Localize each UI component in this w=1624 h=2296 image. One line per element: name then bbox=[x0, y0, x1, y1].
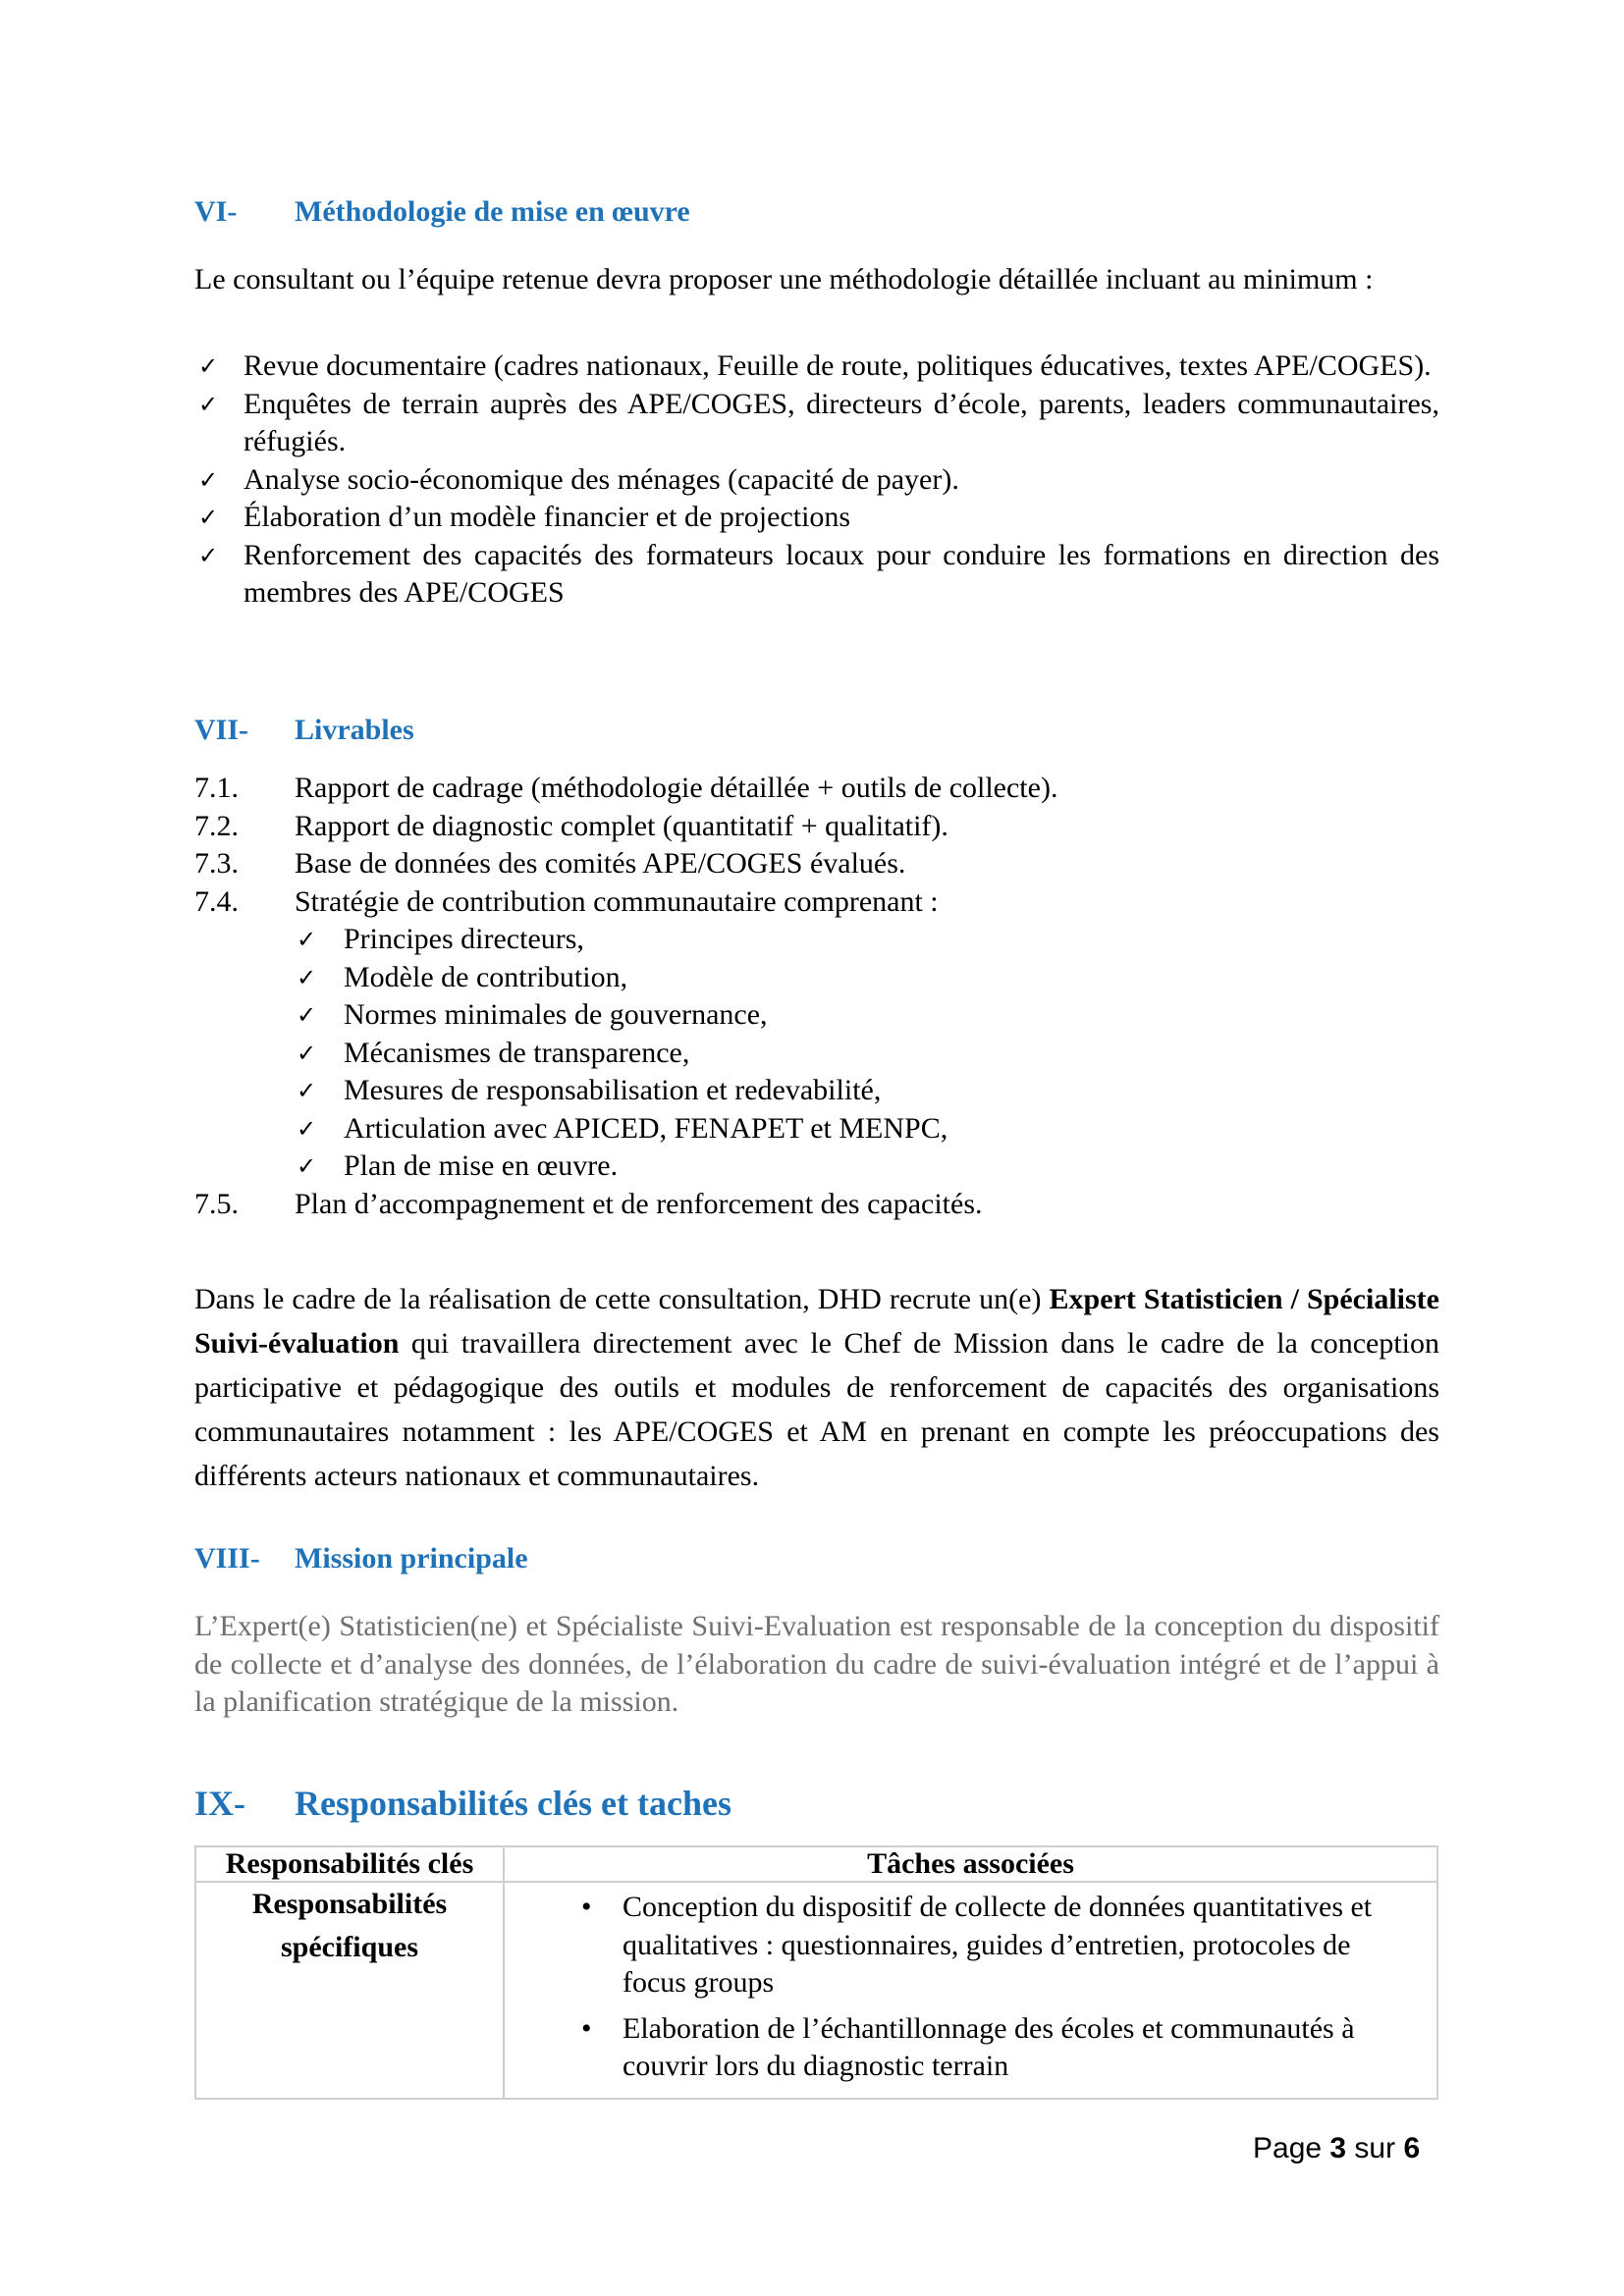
section-title: Mission principale bbox=[295, 1542, 528, 1575]
deliverable-item: 7.3. Base de données des comités APE/COGES évalués. bbox=[194, 847, 906, 880]
table-row bbox=[195, 1882, 1437, 2099]
section-number: IX- bbox=[194, 1784, 245, 1823]
task-item: • Elaboration de l’échantillonnage des écoles et communautés à couvrir lors du diagnostic terrain bbox=[581, 2011, 1355, 2082]
total-pages: 6 bbox=[1403, 2132, 1421, 2164]
checkmark-icon: ✓ bbox=[297, 1001, 317, 1029]
list-item: ✓ Renforcement des capacités des formateurs locaux pour conduire les formations en direction des membres des APE/COGES bbox=[198, 538, 1439, 609]
section-number: VIII- bbox=[194, 1542, 260, 1575]
list-item: ✓ Mécanismes de transparence, bbox=[295, 1035, 1439, 1073]
checkmark-icon: ✓ bbox=[198, 504, 219, 531]
section-6-heading bbox=[194, 194, 690, 230]
section-number: VI- bbox=[194, 195, 238, 228]
checkmark-icon: ✓ bbox=[297, 926, 317, 953]
mission-paragraph: L’Expert(e) Statisticien(ne) et Spécialiste Suivi-Evaluation est responsable de la conception du dispositif de collecte et d’analyse des données, de l’élaboration du cadre de suivi-évaluation intégré et de l’appui à la planification stratégique de la mission. bbox=[194, 1610, 1439, 1718]
list-item: ✓ Enquêtes de terrain auprès des APE/COGES, directeurs d’école, parents, leaders communautaires, réfugiés. bbox=[198, 387, 1439, 457]
section-8-heading bbox=[194, 1541, 528, 1576]
position-title: Expert Statisticien / Spécialiste Suivi-évaluation bbox=[194, 1283, 1439, 1360]
checkmark-icon: ✓ bbox=[198, 465, 219, 494]
list-item: ✓ Normes minimales de gouvernance, bbox=[295, 996, 1439, 1035]
list-item: ✓ Revue documentaire (cadres nationaux, Feuille de route, politiques éducatives, textes APE/COGES). bbox=[194, 347, 1439, 386]
responsibilities-table bbox=[194, 1845, 1438, 2100]
list-item: ✓ Articulation avec APICED, FENAPET et MENPC, bbox=[295, 1110, 1439, 1148]
strategy-sublist bbox=[295, 921, 1439, 1186]
column-header: Responsabilités clés bbox=[195, 1846, 504, 1882]
checkmark-icon: ✓ bbox=[297, 963, 317, 991]
section-number: VII- bbox=[194, 714, 249, 746]
tasks-list bbox=[505, 1889, 1417, 2086]
list-item: ✓ Modèle de contribution, bbox=[295, 959, 1439, 997]
list-item: ✓ Plan de mise en œuvre. bbox=[295, 1148, 1439, 1186]
deliverable-item: 7.4. Stratégie de contribution communautaire comprenant : ✓ Principes directeurs, ✓ Modèle de contribution, ✓ Normes minimales de gouvernance, ✓ Mécanismes de transparence, ✓ Mesures de responsabilisation et redevabilité, ✓ Articulation avec APICED, FENAPET et MENPC, ✓ Plan de mise en œuvre. bbox=[194, 883, 1439, 1186]
section-7-heading bbox=[194, 713, 414, 748]
list-item: ✓ Mesures de responsabilisation et redevabilité, bbox=[295, 1072, 1439, 1110]
section-6-intro: Le consultant ou l’équipe retenue devra proposer une méthodologie détaillée incluant au minimum : bbox=[194, 263, 1374, 295]
deliverables-list bbox=[194, 770, 1439, 1223]
checkmark-icon: ✓ bbox=[198, 390, 219, 418]
section-9-heading bbox=[194, 1783, 731, 1824]
task-item: • Conception du dispositif de collecte de données quantitatives et qualitatives : questionnaires, guides d’entretien, protocoles de focus groups bbox=[581, 1891, 1373, 1999]
section-title: Méthodologie de mise en œuvre bbox=[295, 195, 690, 228]
checkmark-icon: ✓ bbox=[297, 1152, 317, 1180]
checkmark-icon: ✓ bbox=[297, 1039, 317, 1067]
deliverable-item: 7.1. Rapport de cadrage (méthodologie détaillée + outils de collecte). bbox=[194, 772, 1058, 804]
deliverable-item: 7.5. Plan d’accompagnement et de renforcement des capacités. bbox=[194, 1187, 983, 1220]
responsibility-cell: Responsabilités spécifiques bbox=[195, 1882, 504, 2099]
recruitment-paragraph: Dans le cadre de la réalisation de cette consultation, DHD recrute un(e) Expert Statisticien / Spécialiste Suivi-évaluation qui travaillera directement avec le Chef de Mission dans le cadre de la conception participative et pédagogique des outils et modules de renforcement de capacités des organisations communautaires notamment : les APE/COGES et AM en prenant en compte les préoccupations des différents acteurs nationaux et communautaires. bbox=[194, 1283, 1439, 1492]
list-item: ✓ Analyse socio-économique des ménages (capacité de payer). bbox=[194, 461, 1439, 500]
checkmark-icon: ✓ bbox=[297, 1114, 317, 1143]
section-title: Livrables bbox=[295, 714, 414, 746]
checkmark-icon: ✓ bbox=[198, 352, 219, 380]
list-item: ✓ Principes directeurs, bbox=[295, 921, 1439, 959]
section-title: Responsabilités clés et taches bbox=[295, 1784, 731, 1823]
deliverable-item: 7.2. Rapport de diagnostic complet (quantitatif + qualitatif). bbox=[194, 809, 948, 842]
checkmark-icon: ✓ bbox=[198, 541, 219, 569]
bullet-icon: • bbox=[581, 2011, 592, 2045]
checkmark-icon: ✓ bbox=[297, 1077, 317, 1104]
table-header-row bbox=[195, 1846, 1437, 1882]
page-number: Page 3 sur 6 bbox=[1253, 2132, 1421, 2164]
methodology-list bbox=[194, 347, 1439, 613]
column-header: Tâches associées bbox=[504, 1846, 1437, 1882]
tasks-cell bbox=[504, 1882, 1437, 2099]
bullet-icon: • bbox=[581, 1891, 592, 1923]
list-item: ✓ Élaboration d’un modèle financier et de projections bbox=[194, 499, 1439, 537]
current-page: 3 bbox=[1329, 2132, 1347, 2164]
